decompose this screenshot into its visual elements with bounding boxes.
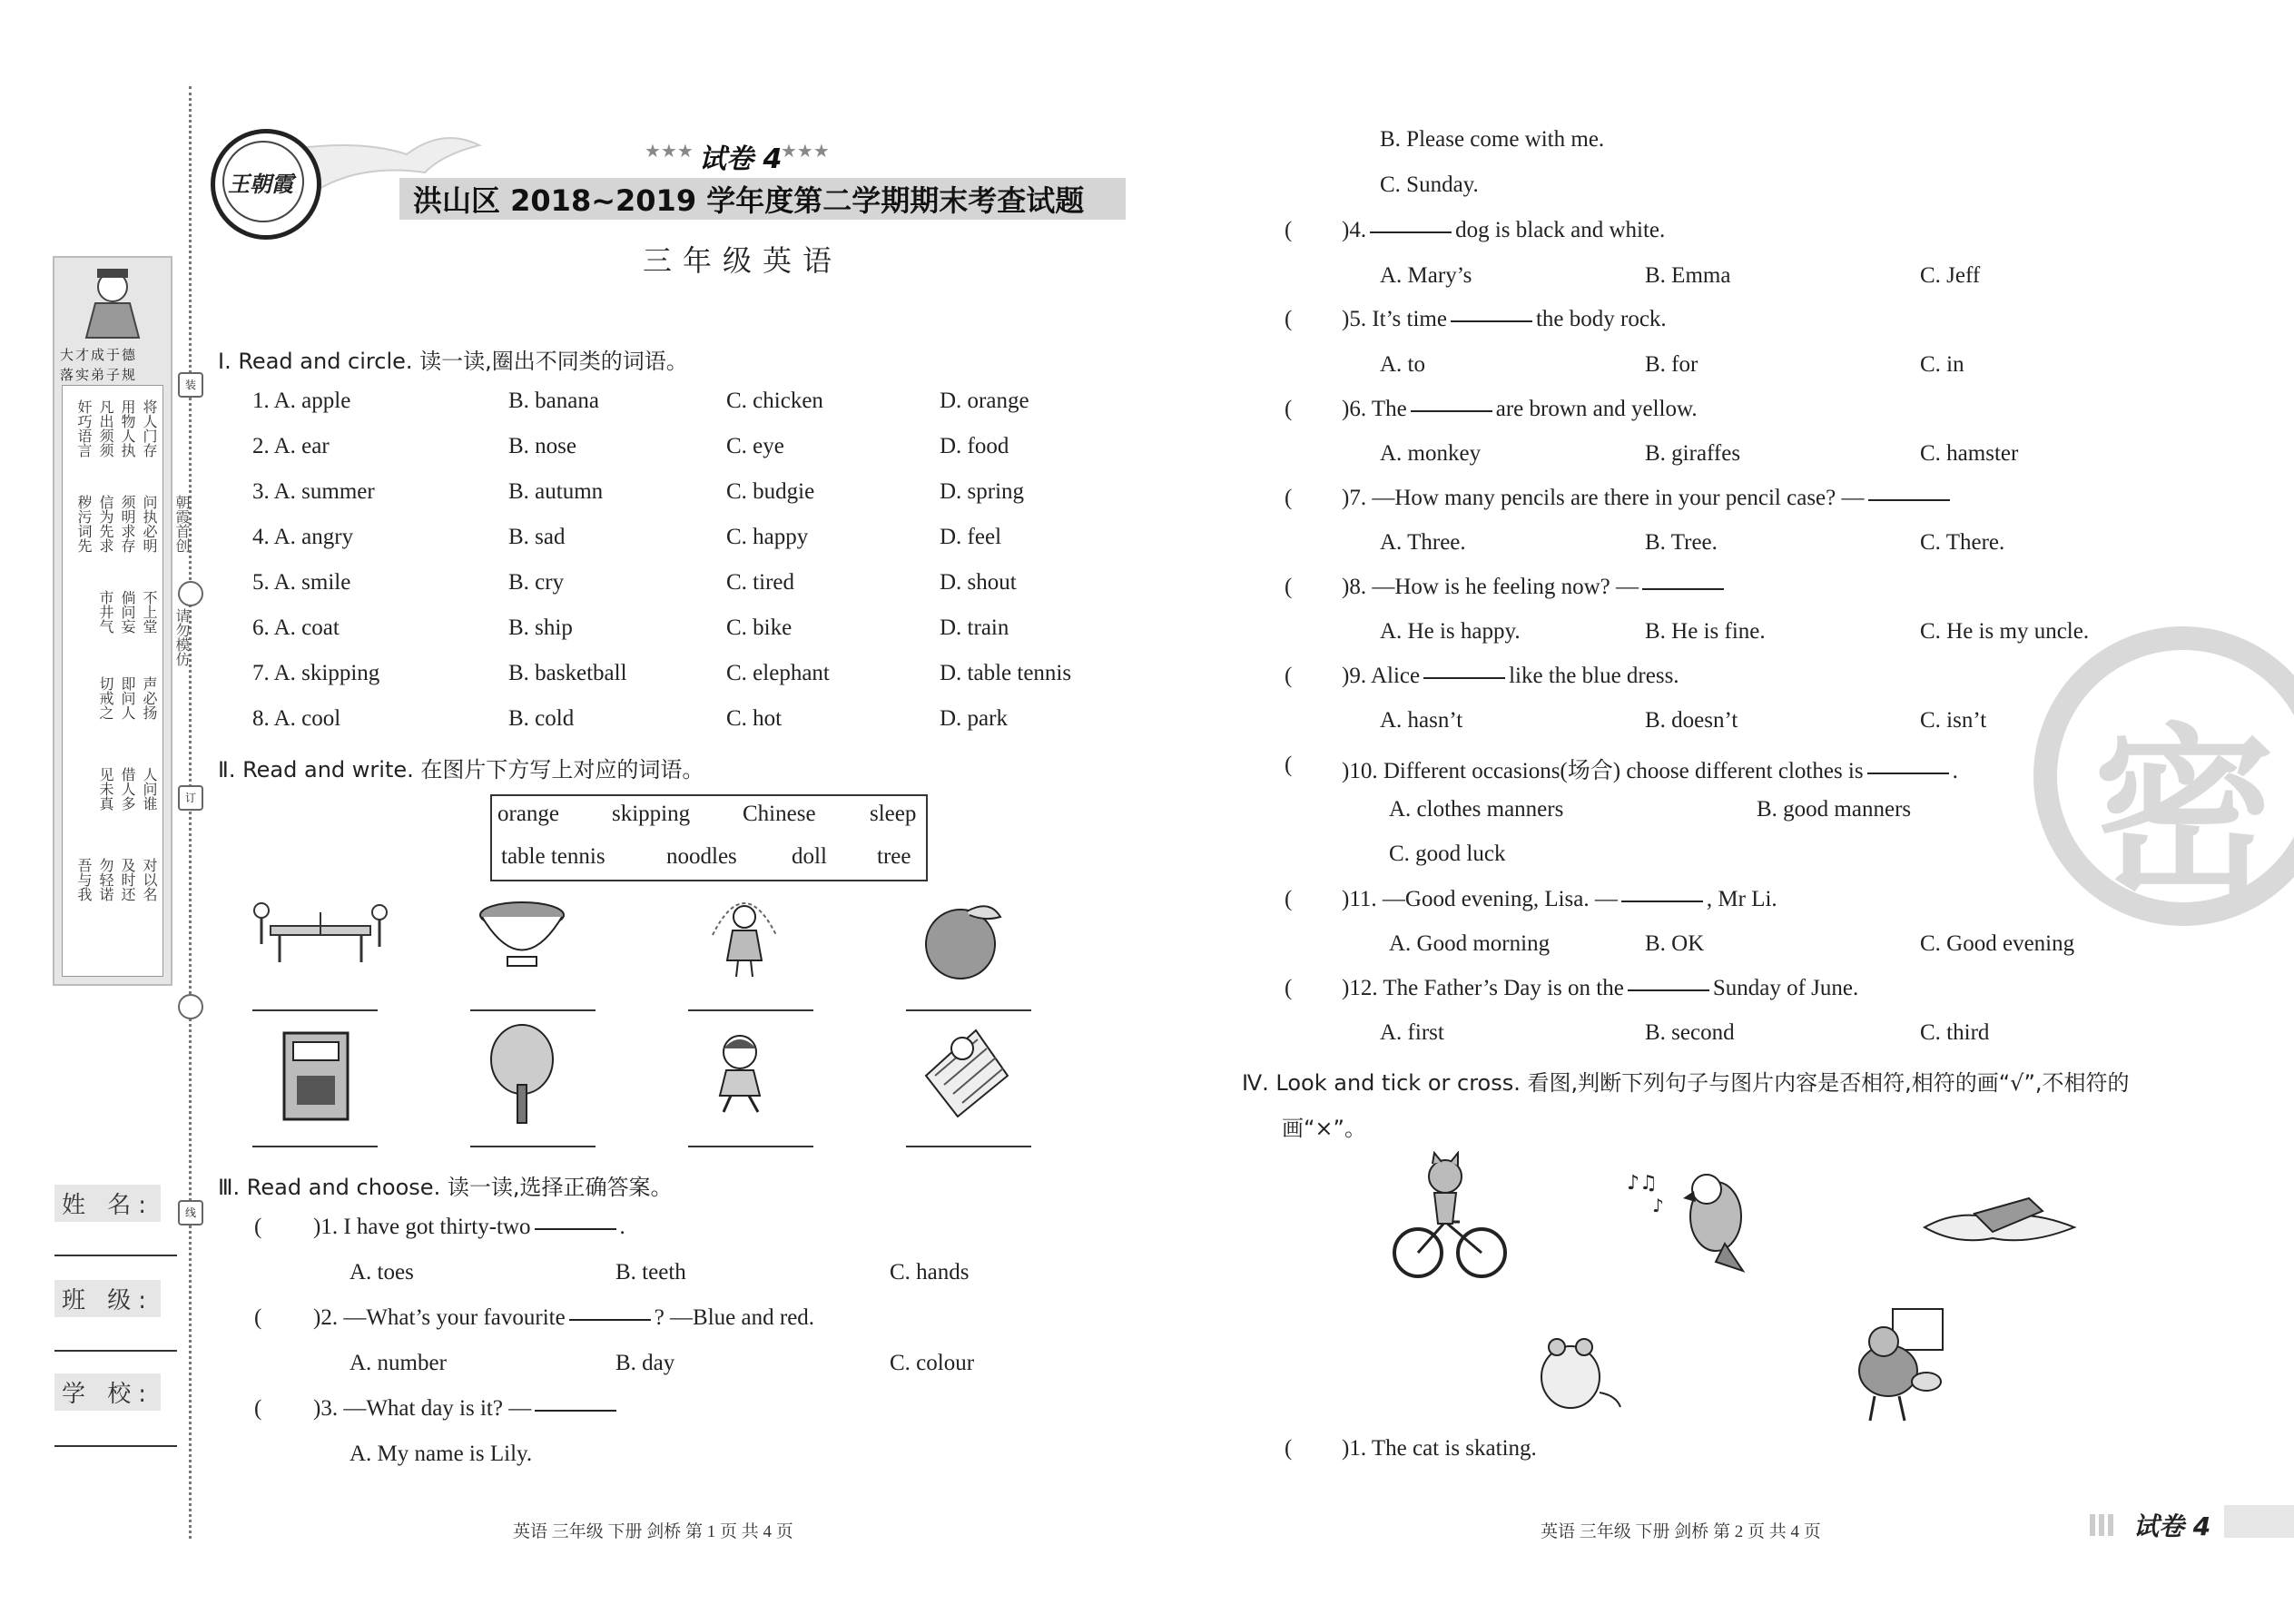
- motto-column: 吾与我: [75, 858, 93, 901]
- answer-line[interactable]: [252, 1146, 378, 1147]
- option-c[interactable]: C. hamster: [1920, 441, 2019, 466]
- corner-paper-label: 试卷 4: [2133, 1511, 2211, 1541]
- question-10: )10. Different occasions(场合) choose different clothes is .: [1342, 759, 1958, 783]
- word-bank-item: skipping: [612, 802, 691, 826]
- circle-item-option-b[interactable]: B. nose: [508, 434, 576, 458]
- option-a[interactable]: A. Mary’s: [1380, 263, 1472, 288]
- circle-item-option-c[interactable]: C. budgie: [726, 479, 815, 504]
- option-a[interactable]: A. Three.: [1380, 530, 1466, 555]
- circle-item-option-a[interactable]: 3. A. summer: [252, 479, 375, 504]
- motto-top-1: 大才成于德: [60, 347, 138, 363]
- circle-item-option-b[interactable]: B. autumn: [508, 479, 604, 504]
- word-bank-item: orange: [497, 802, 560, 826]
- option-a[interactable]: A. monkey: [1380, 441, 1482, 466]
- name-field[interactable]: [54, 1255, 177, 1256]
- section1-heading: Ⅰ. Read and circle. 读一读,圈出不同类的词语。: [218, 349, 688, 374]
- answer-line[interactable]: [688, 1146, 813, 1147]
- question-6: )6. The are brown and yellow.: [1342, 397, 1698, 421]
- section2-heading: Ⅱ. Read and write. 在图片下方写上对应的词语。: [218, 757, 704, 782]
- circle-item-option-c[interactable]: C. tired: [726, 570, 794, 595]
- name-label: 姓 名:: [54, 1185, 161, 1222]
- question-12: )12. The Father’s Day is on the Sunday of June.: [1342, 976, 1859, 1000]
- brand-logo-text: 王朝霞: [228, 172, 293, 197]
- section4-heading-cont: 画“×”。: [1282, 1116, 1366, 1141]
- circle-item-option-b[interactable]: B. banana: [508, 389, 599, 413]
- answer-paren[interactable]: (: [254, 1396, 262, 1421]
- option-b[interactable]: B. doesn’t: [1645, 708, 1738, 733]
- circle-item-option-d[interactable]: D. shout: [940, 570, 1017, 595]
- circle-item-option-a[interactable]: 6. A. coat: [252, 615, 340, 640]
- question-11: )11. —Good evening, Lisa. — , Mr Li.: [1342, 887, 1777, 911]
- circle-item-option-b[interactable]: B. basketball: [508, 661, 627, 685]
- circle-item-option-a[interactable]: 1. A. apple: [252, 389, 351, 413]
- word-bank-item: noodles: [666, 844, 737, 869]
- doll-picture: [704, 1030, 785, 1117]
- answer-paren[interactable]: (: [1285, 976, 1293, 1000]
- question-4: )4. dog is black and white.: [1342, 218, 1666, 242]
- motto-column: 凡出须须: [97, 399, 114, 458]
- confidential-stamp: 密: [2033, 626, 2294, 926]
- option-a[interactable]: A. clothes manners: [1389, 797, 1564, 822]
- motto-column: 及时还: [119, 858, 136, 901]
- question-9: )9. Alice like the blue dress.: [1342, 664, 1679, 688]
- school-label: 学 校:: [54, 1373, 161, 1411]
- option-c[interactable]: C. good luck: [1389, 842, 1506, 866]
- subject-title: 三年级英语: [643, 243, 843, 278]
- option-b[interactable]: B. Please come with me.: [1380, 127, 1605, 152]
- circle-item-option-b[interactable]: B. ship: [508, 615, 573, 640]
- motto-column: 见未真: [97, 767, 114, 811]
- word-bank-item: sleep: [870, 802, 917, 826]
- answer-paren[interactable]: (: [1285, 887, 1293, 911]
- circle-item-option-d[interactable]: D. table tennis: [940, 661, 1072, 685]
- question-5: )5. It’s time the body rock.: [1342, 307, 1667, 331]
- circle-item-option-a[interactable]: 5. A. smile: [252, 570, 351, 595]
- option-b[interactable]: B. second: [1645, 1020, 1735, 1045]
- sleeping-girl-picture: [921, 1021, 1012, 1121]
- motto-column: 将人门存: [141, 399, 158, 458]
- motto-column: 即问人: [119, 676, 136, 720]
- circle-item-option-b[interactable]: B. sad: [508, 525, 566, 549]
- class-label: 班 级:: [54, 1280, 161, 1317]
- noodles-bowl-picture: [477, 897, 567, 969]
- circle-item-option-a[interactable]: 7. A. skipping: [252, 661, 380, 685]
- paper-label: 试卷 4: [699, 143, 783, 175]
- circle-item-option-d[interactable]: D. spring: [940, 479, 1025, 504]
- answer-line[interactable]: [470, 1146, 596, 1147]
- paper-title: 洪山区 2018~2019 学年度第二学期期末考查试题: [413, 183, 1085, 218]
- option-b[interactable]: B. good manners: [1757, 797, 1912, 822]
- question-7: )7. —How many pencils are there in your pencil case? —: [1342, 486, 1954, 511]
- binding-hole-icon: [178, 994, 203, 1019]
- option-c[interactable]: C. Jeff: [1920, 263, 1981, 288]
- cat-riding-bike-picture: [1389, 1151, 1507, 1280]
- option-a[interactable]: A. Good morning: [1389, 931, 1551, 956]
- motto-column: 用物人执: [119, 399, 136, 458]
- option-b[interactable]: B. for: [1645, 352, 1698, 377]
- binding-seal-icon: 装: [178, 372, 203, 398]
- binding-note: 朝霞首创: [173, 495, 191, 553]
- answer-paren[interactable]: (: [1285, 753, 1293, 777]
- chinese-book-picture: [277, 1026, 359, 1126]
- binding-line: [189, 86, 192, 1539]
- motto-column: 问执必明: [141, 495, 158, 553]
- option-a[interactable]: A. toes: [350, 1260, 414, 1284]
- answer-paren[interactable]: (: [1285, 575, 1293, 599]
- binding-note: 请勿模仿: [173, 608, 191, 666]
- circle-item-option-d[interactable]: D. orange: [940, 389, 1029, 413]
- answer-paren[interactable]: (: [1285, 1436, 1293, 1461]
- answer-line[interactable]: [252, 1009, 378, 1011]
- question-1: )1. I have got thirty-two .: [313, 1215, 625, 1239]
- answer-line[interactable]: [906, 1009, 1031, 1011]
- option-c[interactable]: C. Good evening: [1920, 931, 2075, 956]
- page-footer-left: 英语 三年级 下册 剑桥 第 1 页 共 4 页: [513, 1522, 793, 1541]
- answer-paren[interactable]: (: [1285, 486, 1293, 510]
- option-b[interactable]: B. He is fine.: [1645, 619, 1766, 644]
- option-c[interactable]: C. Sunday.: [1380, 172, 1479, 197]
- table-tennis-picture: [243, 894, 398, 967]
- circle-item-option-c[interactable]: C. bike: [726, 615, 793, 640]
- circle-item-option-a[interactable]: 2. A. ear: [252, 434, 330, 458]
- fallen-log-picture: [1920, 1191, 2079, 1255]
- word-bank-item: doll: [792, 844, 827, 869]
- option-a[interactable]: A. hasn’t: [1380, 708, 1463, 733]
- motto-column: 借人多: [119, 767, 136, 811]
- stars-left-icon: ★★★: [645, 140, 694, 162]
- motto-panel: [53, 256, 172, 986]
- corner-band: [2224, 1505, 2294, 1538]
- class-field[interactable]: [54, 1350, 177, 1352]
- circle-item-option-d[interactable]: D. food: [940, 434, 1009, 458]
- option-c[interactable]: C. colour: [890, 1351, 975, 1375]
- question-3: )3. —What day is it? —: [313, 1396, 620, 1422]
- word-bank: [490, 794, 928, 881]
- school-field[interactable]: [54, 1445, 177, 1447]
- page-footer-right: 英语 三年级 下册 剑桥 第 2 页 共 4 页: [1541, 1522, 1821, 1541]
- circle-item-option-b[interactable]: B. cry: [508, 570, 565, 595]
- motto-column: 人问谁: [141, 767, 158, 811]
- answer-line[interactable]: [688, 1009, 813, 1011]
- tick-cross-question-1: )1. The cat is skating.: [1342, 1436, 1537, 1461]
- option-b[interactable]: B. Tree.: [1645, 530, 1718, 555]
- circle-item-option-a[interactable]: 4. A. angry: [252, 525, 354, 549]
- corner-pattern-icon: [2090, 1514, 2117, 1536]
- option-a[interactable]: A. first: [1380, 1020, 1444, 1045]
- circle-item-option-c[interactable]: C. happy: [726, 525, 809, 549]
- option-b[interactable]: B. OK: [1645, 931, 1705, 956]
- option-b[interactable]: B. day: [615, 1351, 675, 1375]
- answer-paren[interactable]: (: [1285, 664, 1293, 688]
- circle-item-option-c[interactable]: C. hot: [726, 706, 783, 731]
- option-c[interactable]: C. hands: [890, 1260, 970, 1284]
- answer-line[interactable]: [470, 1009, 596, 1011]
- answer-paren[interactable]: (: [254, 1215, 262, 1239]
- circle-item-option-d[interactable]: D. train: [940, 615, 1009, 640]
- option-b[interactable]: B. giraffes: [1645, 441, 1741, 466]
- answer-paren[interactable]: (: [254, 1305, 262, 1330]
- word-bank-item: Chinese: [743, 802, 816, 826]
- motto-text-block: [62, 385, 163, 977]
- option-a[interactable]: A. He is happy.: [1380, 619, 1521, 644]
- option-b[interactable]: B. Emma: [1645, 263, 1731, 288]
- question-2: )2. —What’s your favourite ? —Blue and red.: [313, 1305, 815, 1330]
- motto-column: 不上堂: [141, 590, 158, 634]
- section4-heading: Ⅳ. Look and tick or cross. 看图,判断下列句子与图片内容是否相符,相符的画“√”,不相符的: [1242, 1070, 2130, 1096]
- circle-item-option-a[interactable]: 8. A. cool: [252, 706, 341, 731]
- answer-line[interactable]: [906, 1146, 1031, 1147]
- brand-logo: [211, 129, 321, 240]
- option-b[interactable]: B. teeth: [615, 1260, 686, 1284]
- word-bank-item: tree: [877, 844, 911, 869]
- option-c[interactable]: C. third: [1920, 1020, 1990, 1045]
- option-c[interactable]: C. There.: [1920, 530, 2005, 555]
- option-c[interactable]: C. He is my uncle.: [1920, 619, 2090, 644]
- motto-column: 声必扬: [141, 676, 158, 720]
- stars-right-icon: ★★★: [781, 140, 830, 162]
- option-a[interactable]: A. to: [1380, 352, 1425, 377]
- motto-column: 信为先求: [97, 495, 114, 553]
- circle-item-option-c[interactable]: C. chicken: [726, 389, 823, 413]
- option-c[interactable]: C. isn’t: [1920, 708, 1987, 733]
- motto-column: 须明求存: [119, 495, 136, 553]
- circle-item-option-b[interactable]: B. cold: [508, 706, 575, 731]
- section3-heading: Ⅲ. Read and choose. 读一读,选择正确答案。: [218, 1175, 673, 1200]
- tree-picture: [486, 1021, 558, 1126]
- motto-column: 勿轻诺: [97, 858, 114, 901]
- painting-animal-picture: [1843, 1307, 1947, 1425]
- orange-fruit-picture: [917, 899, 1008, 980]
- hamster-picture: [1530, 1327, 1625, 1413]
- circle-item-option-c[interactable]: C. eye: [726, 434, 784, 458]
- motto-column: 奸巧语言: [75, 399, 93, 458]
- motto-column: 倘问妄: [119, 590, 136, 634]
- scholar-figure-icon: [77, 267, 148, 340]
- motto-column: 对以名: [141, 858, 158, 901]
- skipping-girl-picture: [704, 890, 785, 980]
- binding-seal-icon: 线: [178, 1200, 203, 1225]
- option-a[interactable]: A. number: [350, 1351, 447, 1375]
- option-c[interactable]: C. in: [1920, 352, 1964, 377]
- svg-text:♪: ♪: [1652, 1195, 1664, 1216]
- motto-column: 市井气: [97, 590, 114, 634]
- binding-hole-icon: [178, 581, 203, 606]
- motto-top-2: 落实弟子规: [60, 367, 138, 383]
- motto-column: 秽污词先: [75, 495, 93, 553]
- circle-item-option-c[interactable]: C. elephant: [726, 661, 830, 685]
- binding-seal-icon: 订: [178, 785, 203, 811]
- answer-paren[interactable]: (: [1285, 397, 1293, 421]
- option-a[interactable]: A. My name is Lily.: [350, 1442, 533, 1466]
- motto-column: 切戒之: [97, 676, 114, 720]
- circle-item-option-d[interactable]: D. feel: [940, 525, 1002, 549]
- svg-text:♪♫: ♪♫: [1627, 1172, 1658, 1195]
- answer-paren[interactable]: (: [1285, 218, 1293, 242]
- answer-paren[interactable]: (: [1285, 307, 1293, 331]
- word-bank-item: table tennis: [501, 844, 605, 869]
- question-8: )8. —How is he feeling now? —: [1342, 575, 1728, 600]
- circle-item-option-d[interactable]: D. park: [940, 706, 1008, 731]
- singing-parrot-picture: [1625, 1162, 1757, 1275]
